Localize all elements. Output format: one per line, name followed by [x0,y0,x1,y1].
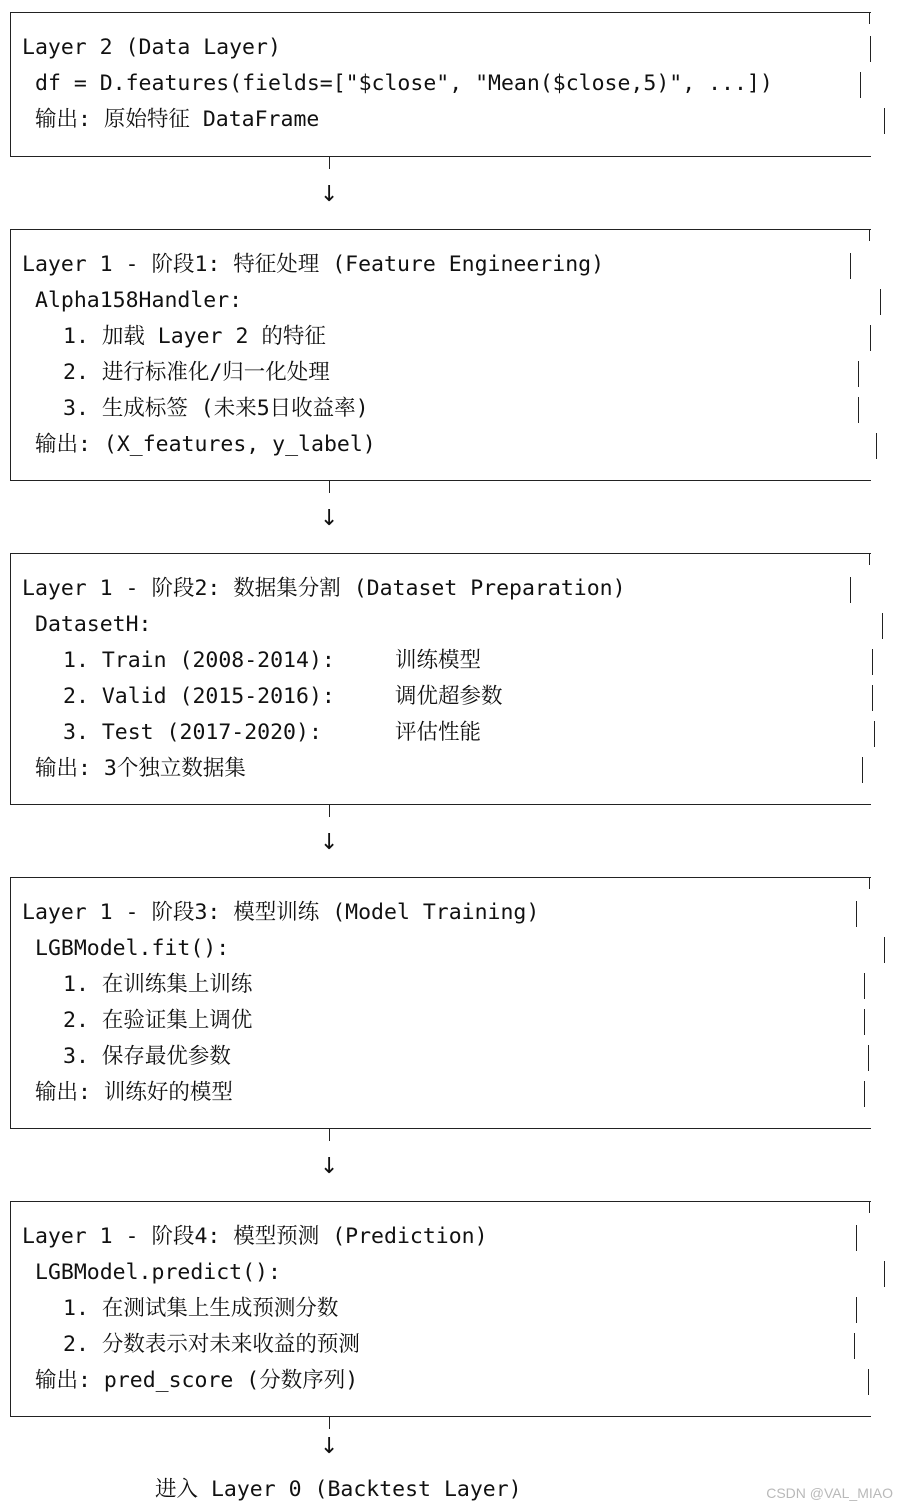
box-right-edge [862,757,863,783]
step-line: 3. 生成标签 (未来5日收益率) [63,396,369,421]
connector-line [329,157,330,169]
content-line: 输出: 3个独立数据集 [35,756,246,781]
box-right-edge [864,1081,865,1107]
box-right-edge [858,397,859,423]
box-title: Layer 1 - 阶段4: 模型预测 (Prediction) [22,1224,488,1249]
box-right-edge [872,649,873,675]
box-right-edge [856,1297,857,1323]
down-arrow-icon: ↓ [320,1154,339,1179]
down-arrow-icon: ↓ [320,830,339,855]
content-line: 输出: pred_score (分数序列) [35,1368,359,1393]
box-title: Layer 2 (Data Layer) [22,35,281,60]
box-corner-tick [869,12,870,24]
box-right-edge [854,1333,855,1359]
box-title: Layer 1 - 阶段1: 特征处理 (Feature Engineering) [22,252,605,277]
content-line: df = D.features(fields=["$close", "Mean($close,5)", ...]) [35,71,773,96]
connector-line [329,805,330,817]
step-line: 1. 在训练集上训练 [63,972,253,997]
step-note: 训练模型 [395,648,482,673]
down-arrow-icon: ↓ [320,1433,339,1459]
step-line: 1. Train (2008-2014): [63,648,335,673]
box-title: Layer 1 - 阶段2: 数据集分割 (Dataset Preparation) [22,576,626,601]
box-corner-tick [869,553,870,565]
box-right-edge [858,361,859,387]
box-left-edge [10,553,11,805]
box-right-edge [884,937,885,963]
box-right-edge [884,108,885,134]
box-right-edge [882,613,883,639]
step-note: 调优超参数 [395,684,503,709]
box-right-edge [870,325,871,351]
step-line: 3. 保存最优参数 [63,1044,231,1069]
box-right-edge [864,973,865,999]
box-right-edge [870,36,871,62]
step-line: 2. 进行标准化/归一化处理 [63,360,330,385]
step-line: 1. 在测试集上生成预测分数 [63,1296,339,1321]
step-line: 2. 分数表示对未来收益的预测 [63,1332,360,1357]
down-arrow-icon: ↓ [320,182,339,207]
content-line: 输出: (X_features, y_label) [35,432,376,457]
box-left-edge [10,12,11,157]
box-right-edge [872,685,873,711]
step-line: 2. 在验证集上调优 [63,1008,253,1033]
box-right-edge [876,433,877,459]
connector-line [329,481,330,493]
connector-line [329,1129,330,1141]
box-right-edge [880,289,881,315]
content-line: Alpha158Handler: [35,288,243,313]
step-line: 3. Test (2017-2020): [63,720,322,745]
connector-line [329,1417,330,1429]
content-line: LGBModel.predict(): [35,1260,281,1285]
down-arrow-icon: ↓ [320,506,339,531]
box-corner-tick [869,877,870,889]
box-right-edge [884,1261,885,1287]
content-line: DatasetH: [35,612,152,637]
content-line: 输出: 原始特征 DataFrame [35,107,320,132]
box-title: Layer 1 - 阶段3: 模型训练 (Model Training) [22,900,540,925]
box-corner-tick [869,229,870,241]
box-right-edge [860,72,861,98]
box-left-edge [10,877,11,1129]
box-right-edge [868,1369,869,1395]
step-line: 2. Valid (2015-2016): [63,684,335,709]
step-line: 1. 加载 Layer 2 的特征 [63,324,326,349]
content-line: LGBModel.fit(): [35,936,230,961]
step-note: 评估性能 [395,720,482,745]
watermark: CSDN @VAL_MIAO [766,1485,893,1501]
box-right-edge [850,253,851,279]
box-left-edge [10,229,11,481]
box-right-edge [868,1045,869,1071]
box-right-edge [874,721,875,747]
box-right-edge [850,577,851,603]
box-right-edge [856,901,857,927]
content-line: 输出: 训练好的模型 [35,1080,233,1105]
box-right-edge [856,1225,857,1251]
footer-label: 进入 Layer 0 (Backtest Layer) [155,1477,522,1502]
box-right-edge [864,1009,865,1035]
box-corner-tick [869,1201,870,1213]
box-left-edge [10,1201,11,1417]
